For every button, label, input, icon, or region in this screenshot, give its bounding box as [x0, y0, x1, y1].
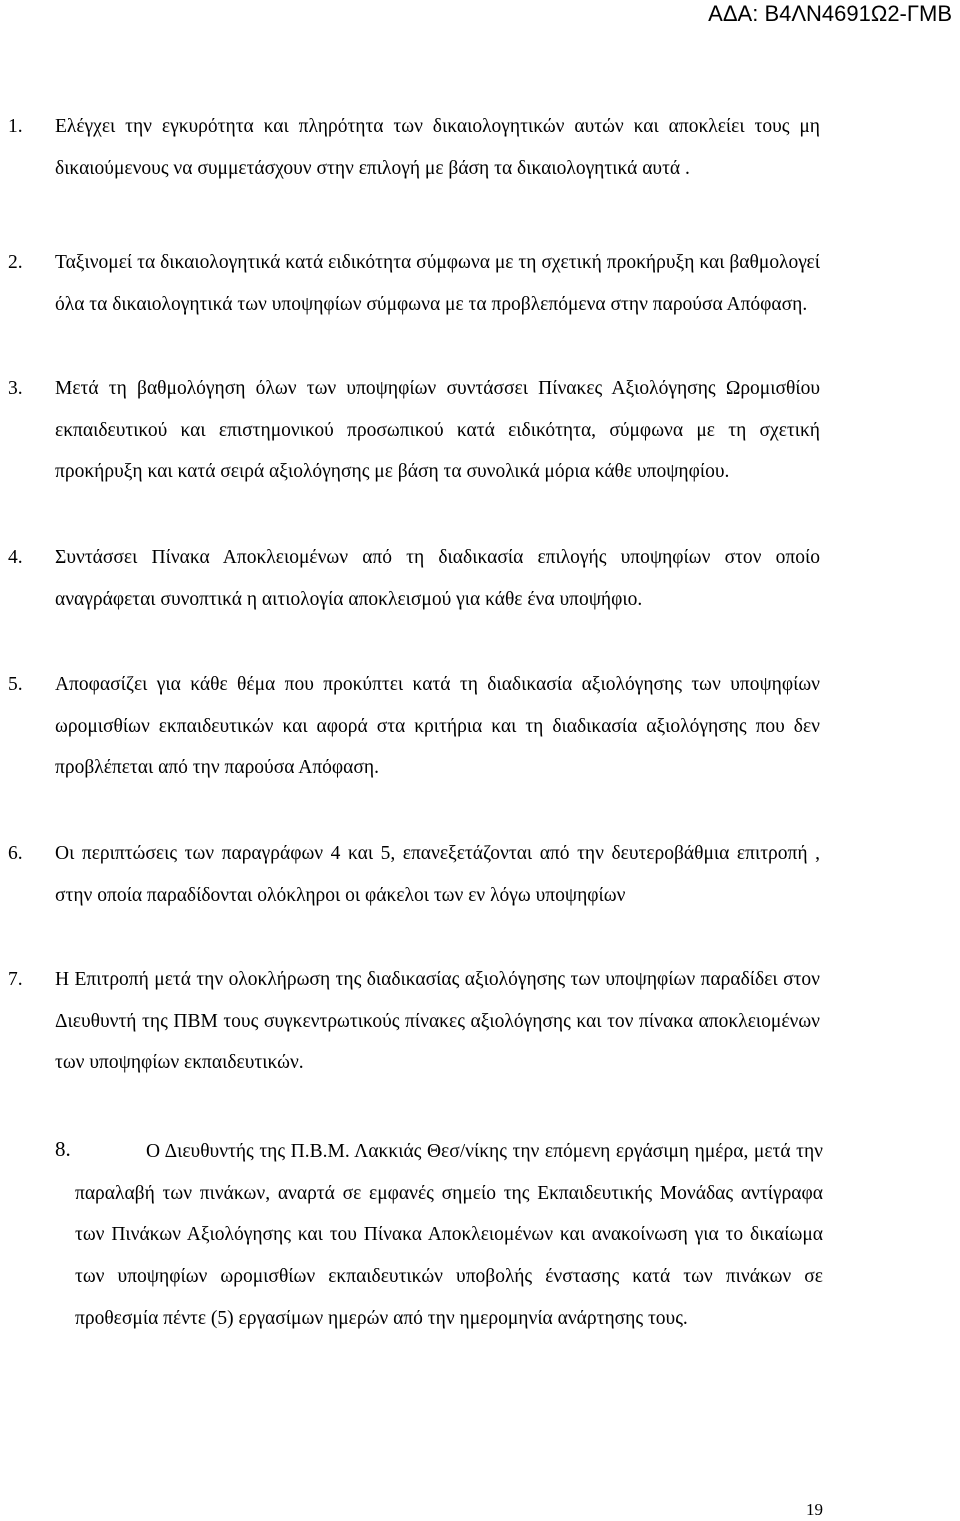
- item-text: Μετά τη βαθμολόγηση όλων των υποψηφίων συντάσσει Πίνακες Αξιολόγησης Ωρομισθίου εκπαιδευτικού και επιστημονικού προσωπικού κατά ειδικότητα, σύμφωνα με τη σχετική προκήρυξη και κατά σειρά αξιολόγησης με βάση τα συνολικά μόρια κάθε υποψηφίου.: [55, 378, 820, 483]
- item-number: 4.: [8, 547, 23, 568]
- item-number: 1.: [8, 116, 23, 137]
- list-item-7: [8, 959, 820, 1084]
- item-text: Συντάσσει Πίνακα Αποκλειομένων από τη διαδικασία επιλογής υποψηφίων στον οποίο αναγράφεται συνοπτικά η αιτιολογία αποκλεισμού για κάθε ένα υποψήφιο.: [55, 547, 820, 610]
- list-item-3: [8, 368, 820, 493]
- list-item-6: [8, 833, 820, 916]
- ada-code: ΑΔΑ: Β4ΛΝ4691Ω2-ΓΜΒ: [708, 1, 952, 26]
- item-text: Ταξινομεί τα δικαιολογητικά κατά ειδικότητα σύμφωνα με τη σχετική προκήρυξη και βαθμολογεί όλα τα δικαιολογητικά των υποψηφίων σύμφωνα με τα προβλεπόμενα στην παρούσα Απόφαση.: [55, 252, 820, 315]
- item-number: 2.: [8, 252, 23, 273]
- list-item-1: [8, 106, 820, 189]
- item-number: 7.: [8, 969, 23, 990]
- item-number: 3.: [8, 378, 23, 399]
- item-text: Ελέγχει την εγκυρότητα και πληρότητα των δικαιολογητικών αυτών και αποκλείει τους μη δικαιούμενους να συμμετάσχουν στην επιλογή με βάση τα δικαιολογητικά αυτά .: [55, 116, 820, 179]
- list-item-2: [8, 242, 820, 325]
- list-item-5: [8, 664, 820, 789]
- list-item-8: [55, 1131, 823, 1340]
- page-number: 19: [806, 1500, 823, 1519]
- item-number: 5.: [8, 674, 23, 695]
- item-number: 8.: [55, 1137, 71, 1161]
- item-text: Αποφασίζει για κάθε θέμα που προκύπτει κατά τη διαδικασία αξιολόγησης των υποψηφίων ωρομισθίων εκπαιδευτικών και αφορά στα κριτήρια και τη διαδικασία αξιολόγησης που δεν προβλέπεται από την παρούσα Απόφαση.: [55, 674, 820, 779]
- item-text: Ο Διευθυντής της Π.Β.Μ. Λακκιάς Θεσ/νίκης την επόμενη εργάσιμη ημέρα, μετά την παραλαβή των πινάκων, αναρτά σε εμφανές σημείο της Εκπαιδευτικής Μονάδας αντίγραφα των Πινάκων Αξιολόγησης και του Πίνακα Αποκλειομένων και ανακοίνωση για το δικαίωμα των υποψηφίων ωρομισθίων εκπαιδευτικών υποβολής ένστασης κατά των πινάκων σε προθεσμία πέντε (5) εργασίμων ημερών από την ημερομηνία ανάρτησης τους.: [75, 1141, 823, 1329]
- item-number: 6.: [8, 843, 23, 864]
- item-text: Η Επιτροπή μετά την ολοκλήρωση της διαδικασίας αξιολόγησης των υποψηφίων παραδίδει στον Διευθυντή της ΠΒΜ τους συγκεντρωτικούς πίνακες αξιολόγησης και τον πίνακα αποκλειομένων των υποψηφίων εκπαιδευτικών.: [55, 969, 820, 1074]
- item-text: Οι περιπτώσεις των παραγράφων 4 και 5, επανεξετάζονται από την δευτεροβάθμια επιτροπή , στην οποία παραδίδονται ολόκληροι οι φάκελοι των εν λόγω υποψηφίων: [55, 843, 820, 906]
- list-item-4: [8, 537, 820, 620]
